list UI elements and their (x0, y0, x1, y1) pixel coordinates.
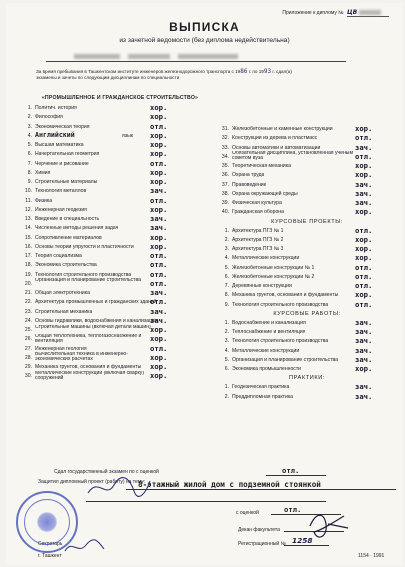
row-number: 1. (224, 319, 229, 326)
row-number: 2. (224, 329, 229, 335)
subject-name: Физическая культура (232, 200, 282, 206)
subject-name: Вычислительная техника в инженерно-экономических расчетах (35, 352, 128, 363)
row-number: 4. (27, 132, 32, 139)
row-number: 40. (221, 209, 229, 216)
grade: отл. (355, 299, 373, 309)
student-name-blurred (46, 53, 346, 60)
subject-name: Физика (35, 197, 53, 204)
subject-name: Высшая математика (35, 142, 84, 148)
subject-row (22, 224, 218, 233)
grade: зач. (150, 186, 168, 196)
row-number: 8. (27, 169, 32, 176)
subject-name: Основы гидравлики, водоснабжения и канализации (35, 317, 158, 324)
subject-row (22, 261, 218, 270)
subject-name: Экономика промышленности (232, 366, 302, 372)
subject-row (22, 197, 218, 206)
subject-row (216, 208, 398, 217)
subject-name: Теоретическая механика (232, 163, 291, 169)
row-number: 3. (224, 338, 229, 345)
subject-name: Гражданская оборона (232, 209, 284, 216)
subject-row (216, 365, 398, 374)
grade: зач. (355, 336, 373, 346)
right-column (216, 125, 398, 402)
grade: зач. (150, 223, 168, 233)
right-subject-list (216, 125, 398, 218)
grade: зач. (355, 354, 373, 364)
row-number: 15. (24, 234, 32, 241)
language-suffix: язык (122, 132, 133, 139)
subject-name: Архитектура ПГЗ № 1 (232, 227, 284, 234)
subject-name: Архитектура промышленных и гражданских зданий (35, 299, 157, 306)
grade: отл. (150, 121, 168, 131)
intro-text: За время пребывания в Ташкентском институте инженеров железнодорожного транспорта с 1986 г. по 1993 г. сдал(а) экзамены и зачеты по следующим дисциплинам по специальности (36, 68, 292, 80)
row-number: 19. (24, 271, 32, 278)
row-number: 27. (24, 345, 32, 352)
grade: хор. (355, 207, 373, 217)
secretary-label: Секретарь (38, 541, 63, 547)
practice-list (216, 383, 398, 402)
grade: отл. (355, 151, 373, 161)
subject-name: Основы теории упругости и пластичности (35, 243, 134, 250)
row-number: 26. (24, 336, 32, 343)
row-number: 6. (224, 366, 229, 372)
state-exam-grade: отл. (282, 466, 300, 475)
practice-heading: ПРАКТИКИ: (288, 375, 326, 382)
grade: отл. (150, 269, 168, 279)
grade: зач. (355, 317, 373, 327)
subject-name: Черчение и рисование (35, 160, 89, 167)
subject-name: Технология строительного производства (232, 301, 329, 308)
row-number: 35. (221, 163, 229, 169)
dean-label: Декан факультета (238, 527, 280, 533)
subject-name: Архитектура ПГЗ № 3 (232, 246, 284, 252)
row-number: 13. (24, 216, 32, 222)
row-number: 2. (224, 393, 229, 400)
subject-name: Металлические конструкции (232, 255, 300, 262)
row-number: 28. (24, 354, 32, 361)
grade: хор. (355, 290, 373, 300)
subject-name: Основы автоматики и автоматизации (232, 144, 321, 151)
subject-row (22, 372, 218, 381)
row-number: 6. (224, 273, 229, 280)
row-number: 9. (224, 301, 229, 308)
subject-name: Железобетонные конструкции № 1 (232, 264, 315, 271)
subject-name: Экономическая теория (35, 123, 90, 130)
specialty-title: «ПРОМЫШЛЕННОЕ И ГРАЖДАНСКОЕ СТРОИТЕЛЬСТВО» (41, 95, 199, 101)
grade: хор. (355, 364, 373, 373)
left-column (22, 95, 218, 382)
grade: зач. (355, 345, 373, 355)
row-number: 22. (24, 299, 32, 306)
row-number: 2. (224, 236, 229, 243)
subject-row (22, 215, 218, 224)
grade: отл. (150, 297, 168, 307)
grade: хор. (150, 371, 168, 381)
subject-name: Введение в специальность (35, 216, 100, 222)
subject-name: Политич. история (35, 105, 77, 111)
thesis-grade: отл. (284, 505, 302, 514)
course-works-heading: КУРСОВЫЕ РАБОТЫ: (273, 310, 341, 317)
row-number: 12. (24, 206, 32, 213)
grade: хор. (355, 161, 373, 170)
row-number: 30. (24, 373, 32, 380)
grade: зач. (355, 327, 373, 336)
row-number: 20. (24, 280, 32, 287)
grade: зач. (355, 391, 373, 401)
grade: хор. (150, 334, 168, 344)
appendix-label: Приложение к диплому № (282, 10, 344, 16)
subject-name: Преддипломная практика (232, 393, 294, 400)
row-number: 3. (224, 246, 229, 252)
row-number: 2. (27, 114, 32, 121)
subject-name: Теория социализма (35, 253, 82, 259)
subject-name: Численные методы решения задач (35, 225, 119, 232)
city-label: г. Ташкент (38, 553, 62, 559)
subject-name: Инженерная геодезия (35, 206, 87, 213)
grade-label: с оценкой (236, 510, 259, 516)
subject-row (22, 187, 218, 196)
subject-name: Сопротивление материалов (35, 234, 102, 241)
row-number: 5. (224, 356, 229, 363)
grade: хор. (150, 103, 168, 112)
signature-chair (84, 473, 154, 501)
subject-row (22, 234, 218, 243)
transcript-page (6, 3, 403, 565)
state-exam-line: Сдал государственный экзамен по с оценкой (54, 469, 159, 475)
grade: хор. (150, 241, 168, 251)
grade: хор. (355, 244, 373, 253)
subject-row (22, 132, 218, 141)
subject-name: Строительная механика (35, 308, 93, 315)
row-number: 1. (224, 384, 229, 391)
row-number: 39. (221, 200, 229, 206)
grade: отл. (150, 278, 168, 288)
appendix-number: ЦВ (347, 9, 389, 17)
subject-name: Охрана труда (232, 172, 265, 179)
subject-name: Технология металлов (35, 188, 87, 195)
print-code: 1154 · 1991 (358, 553, 385, 559)
subject-name: Технология строительного производства (35, 271, 132, 278)
left-subject-list (22, 104, 218, 382)
subject-name: Английский (35, 130, 75, 139)
course-works-list (216, 319, 398, 375)
subject-row (22, 280, 218, 289)
subject-row (22, 160, 218, 169)
row-number: 7. (27, 160, 32, 167)
subject-row (22, 113, 218, 122)
grade: хор. (150, 140, 168, 149)
row-number: 1. (27, 105, 32, 111)
subject-name: Технология строительного производства (232, 338, 329, 345)
subject-row (22, 169, 218, 178)
grade: отл. (150, 251, 168, 260)
subject-name: Конструкции из дерева и пластмасс (232, 135, 318, 142)
grade: зач. (150, 288, 168, 297)
grade: отл. (150, 343, 168, 353)
subject-name: Химия (35, 169, 51, 176)
row-number: 34. (221, 153, 229, 160)
row-number: 33. (221, 144, 229, 151)
subject-name: Инженерная геология (35, 345, 87, 352)
subject-row (22, 298, 218, 307)
subject-row (22, 104, 218, 113)
subject-row (216, 301, 398, 310)
grade: хор. (150, 149, 168, 159)
row-number: 5. (27, 142, 32, 148)
thesis-prefix: Защитил дипломный проект (работу) на тему: (38, 479, 146, 485)
appendix-note (282, 9, 389, 17)
subject-name: Начертательная геометрия (35, 151, 100, 158)
subject-row (22, 150, 218, 159)
subject-row (22, 252, 218, 261)
row-number: 32. (221, 135, 229, 142)
subject-name: Строительные материалы (35, 179, 98, 185)
subject-row (216, 393, 398, 402)
subject-name: Организация и планирование строительства (35, 278, 141, 284)
row-number: 11. (25, 197, 32, 204)
subject-name: Экономика строительства (35, 262, 97, 269)
subject-name: Металлические конструкции (232, 347, 300, 354)
row-number: 23. (24, 308, 32, 315)
subject-name: Железобетонные конструкции № 2 (232, 273, 315, 280)
grade: хор. (150, 130, 168, 140)
subject-name: Архитектура ПГЗ № 2 (232, 236, 284, 243)
grade: зач. (355, 188, 373, 198)
grade: хор. (150, 352, 168, 362)
subject-row (22, 289, 218, 298)
grade: хор. (355, 124, 373, 133)
subject-name: Строительные машины (включая детали машин) (35, 324, 151, 330)
course-projects-list (216, 227, 398, 310)
row-number: 14. (24, 225, 32, 232)
grade: хор. (150, 362, 168, 371)
row-number: 8. (224, 292, 229, 299)
row-number: 21. (24, 290, 32, 296)
grade: зач. (355, 142, 373, 152)
subject-name: Механика грунтов, основания и фундаменты (232, 292, 339, 299)
row-number: 31. (221, 126, 229, 132)
row-number: 25. (24, 327, 32, 333)
subject-row (22, 308, 218, 317)
grade: зач. (150, 315, 168, 325)
grade: зач. (355, 198, 373, 207)
row-number: 16. (24, 243, 32, 250)
subject-name: Общая теплотехника, теплогазоснабжение и вентиляция (35, 333, 142, 344)
reg-label: Регистрационный № (238, 541, 286, 547)
row-number: 36. (221, 172, 229, 179)
subject-name: Теплоснабжение и вентиляция (232, 329, 306, 335)
grade: хор. (150, 112, 168, 122)
grade: хор. (150, 167, 168, 177)
grade: зач. (150, 306, 168, 316)
grade: хор. (355, 234, 373, 244)
row-number: 5. (224, 264, 229, 271)
row-number: 4. (224, 255, 229, 262)
grade: хор. (150, 177, 168, 186)
grade: зач. (355, 179, 373, 189)
signature-secretary (62, 537, 108, 557)
grade: хор. (150, 325, 168, 334)
row-number: 3. (27, 123, 32, 130)
row-number: 29. (24, 364, 32, 370)
grade: зач. (355, 382, 373, 392)
grade: хор. (355, 253, 373, 263)
grade: хор. (150, 232, 168, 242)
row-number: 1. (224, 227, 229, 234)
document-title: ВЫПИСКА (169, 20, 240, 34)
subject-name: Правоведение (232, 181, 267, 188)
grade: отл. (355, 262, 373, 272)
subject-name: Водоснабжение и канализация (232, 319, 306, 326)
subject-name: Общая электротехника (35, 290, 90, 296)
course-projects-heading: КУРСОВЫЕ ПРОЕКТЫ: (271, 218, 343, 225)
document-subtitle: из зачетной ведомости (без диплома недействительна) (119, 37, 290, 44)
grade: отл. (355, 133, 373, 143)
grade: отл. (355, 225, 373, 235)
row-number: 38. (221, 190, 229, 197)
subject-row (22, 206, 218, 215)
grade: отл. (150, 195, 168, 205)
subject-name: Обязательная дисциплина, установленная ученым советом вуза (232, 151, 353, 162)
subject-row (22, 335, 218, 344)
subject-name: Механика грунтов, основания и фундаменты (35, 364, 142, 370)
subject-row (22, 141, 218, 150)
subject-name: Геодезическая практика (232, 384, 290, 391)
grade: отл. (150, 158, 168, 168)
subject-row (22, 178, 218, 187)
reg-number: 1258 (292, 536, 313, 545)
subject-name: Организация и планирование строительства (232, 356, 338, 363)
row-number: 18. (24, 262, 32, 269)
row-number: 6. (27, 151, 32, 158)
grade: отл. (150, 260, 168, 270)
grade: отл. (355, 271, 373, 281)
row-number: 17. (24, 253, 32, 259)
row-number: 4. (224, 347, 229, 354)
subject-row (22, 243, 218, 252)
subject-row (22, 354, 218, 363)
subject-name: Охрана окружающей среды (232, 190, 298, 197)
row-number: 9. (27, 179, 32, 185)
grade: хор. (150, 204, 168, 214)
grade: хор. (355, 170, 373, 180)
subject-name: Железобетонные и каменные конструкции (232, 126, 333, 132)
signature-dean (304, 508, 354, 544)
thesis-topic: 8-этажный жилой дом с подземной стоянкой (138, 480, 321, 489)
subject-name: Философия (35, 114, 63, 121)
grade: зач. (150, 214, 168, 223)
grade: отл. (355, 281, 373, 290)
row-number: 7. (224, 283, 229, 289)
row-number: 24. (24, 317, 32, 324)
row-number: 10. (24, 188, 32, 195)
row-number: 37. (221, 181, 229, 188)
subject-name: Деревянные конструкции (232, 283, 292, 289)
subject-name: Металлические конструкции (включая сварку) сооружений (35, 370, 145, 381)
